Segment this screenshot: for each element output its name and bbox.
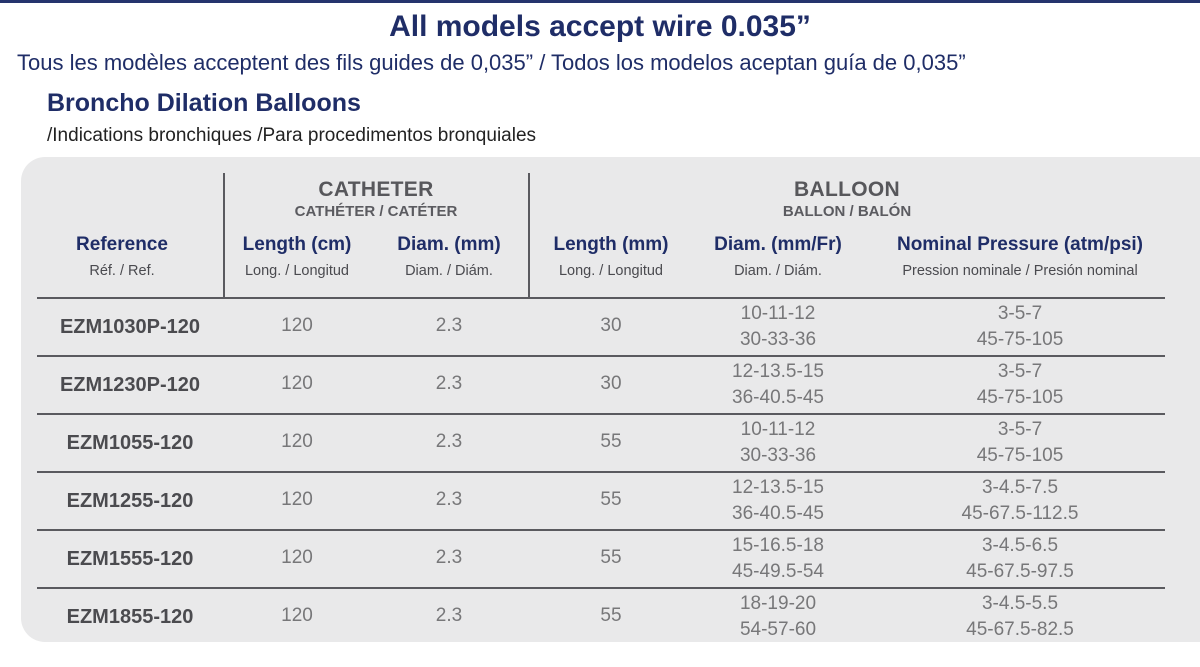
cell-reference: EZM1030P-120 [59,315,201,338]
diam-mm: 10-11-12 [740,303,816,325]
pressure-psi: 45-75-105 [976,386,1064,408]
cell-catheter-length: 120 [281,373,313,395]
diam-fr: 36-40.5-45 [732,386,824,408]
cell-reference: EZM1555-120 [66,547,194,570]
cell-reference: EZM1230P-120 [59,373,201,396]
page-subtitle: Tous les modèles acceptent des fils guides de 0,035” / Todos los modelos aceptan guía de 0,035” [17,50,966,75]
group-header-balloon [529,174,1165,224]
diam-fr: 30-33-36 [739,328,817,350]
cell-balloon-length: 55 [600,605,622,627]
cell-nominal-pressure [863,298,1177,355]
pressure-psi: 45-67.5-112.5 [961,502,1079,524]
product-table [21,157,1200,642]
cell-catheter-diam: 2.3 [435,431,463,453]
cell-nominal-pressure [863,472,1177,529]
pressure-atm: 3-4.5-7.5 [981,477,1059,499]
top-rule [0,0,1200,3]
diam-mm: 10-11-12 [740,419,816,441]
pressure-psi: 45-75-105 [976,444,1064,466]
cell-catheter-diam: 2.3 [435,315,463,337]
cell-balloon-length: 30 [600,373,622,395]
group-title: CATHETER [318,177,434,201]
cell-reference: EZM1855-120 [66,605,194,628]
diam-fr: 45-49.5-54 [732,560,824,582]
cell-catheter-length: 120 [281,605,313,627]
cell-catheter-diam: 2.3 [435,605,463,627]
cell-balloon-diam [693,472,863,529]
cell-catheter-diam: 2.3 [435,373,463,395]
cell-balloon-diam [693,414,863,471]
pressure-atm: 3-4.5-5.5 [981,593,1059,615]
cell-balloon-diam [693,298,863,355]
group-subtitle: CATHÉTER / CATÉTER [294,203,458,221]
cell-reference: EZM1255-120 [66,489,194,512]
column-label: Diam. (mm/Fr) [714,233,842,255]
diam-mm: 12-13.5-15 [732,361,824,383]
column-label: Diam. (mm) [397,233,501,255]
column-header-catheter-diam [370,227,528,287]
column-label: Length (mm) [553,233,669,255]
column-sublabel: Long. / Longitud [244,262,349,279]
cell-balloon-length: 55 [600,431,622,453]
column-label: Length (cm) [242,233,352,255]
cell-catheter-length: 120 [281,315,313,337]
section-subtitle: /Indications bronchiques /Para procedimentos bronquiales [47,125,537,146]
cell-catheter-length: 120 [281,547,313,569]
column-header-balloon-length [529,227,693,287]
column-header-nominal-pressure [863,227,1177,287]
diam-fr: 30-33-36 [739,444,817,466]
diam-mm: 18-19-20 [739,593,817,615]
cell-catheter-diam: 2.3 [435,489,463,511]
column-label: Reference [76,233,168,255]
diam-fr: 54-57-60 [739,618,817,640]
section-title: Broncho Dilation Balloons [47,89,361,117]
cell-balloon-length: 30 [600,315,622,337]
cell-nominal-pressure [863,530,1177,587]
group-subtitle: BALLON / BALÓN [782,203,912,221]
page-title: All models accept wire 0.035” [389,10,811,43]
cell-nominal-pressure [863,356,1177,413]
column-sublabel: Long. / Longitud [558,262,663,279]
column-sublabel: Pression nominale / Presión nominal [902,262,1138,279]
column-sublabel: Diam. / Diám. [405,262,493,279]
cell-balloon-length: 55 [600,489,622,511]
column-sublabel: Diam. / Diám. [734,262,822,279]
column-header-balloon-diam [693,227,863,287]
cell-catheter-diam: 2.3 [435,547,463,569]
pressure-psi: 45-67.5-97.5 [966,560,1074,582]
cell-nominal-pressure [863,414,1177,471]
column-header-reference [21,227,223,287]
diam-fr: 36-40.5-45 [732,502,824,524]
cell-catheter-length: 120 [281,489,313,511]
cell-balloon-diam [693,588,863,642]
column-label: Nominal Pressure (atm/psi) [896,233,1144,255]
pressure-atm: 3-5-7 [997,361,1043,383]
pressure-psi: 45-75-105 [976,328,1064,350]
cell-balloon-diam [693,356,863,413]
cell-reference: EZM1055-120 [66,431,194,454]
diam-mm: 12-13.5-15 [732,477,824,499]
cell-catheter-length: 120 [281,431,313,453]
pressure-atm: 3-5-7 [997,303,1043,325]
group-header-catheter [224,174,528,224]
pressure-atm: 3-5-7 [997,419,1043,441]
cell-nominal-pressure [863,588,1177,642]
cell-balloon-diam [693,530,863,587]
diam-mm: 15-16.5-18 [732,535,824,557]
column-sublabel: Réf. / Ref. [89,262,155,279]
column-header-catheter-length [224,227,370,287]
pressure-psi: 45-67.5-82.5 [966,618,1074,640]
cell-balloon-length: 55 [600,547,622,569]
pressure-atm: 3-4.5-6.5 [981,535,1059,557]
group-title: BALLOON [794,177,900,201]
